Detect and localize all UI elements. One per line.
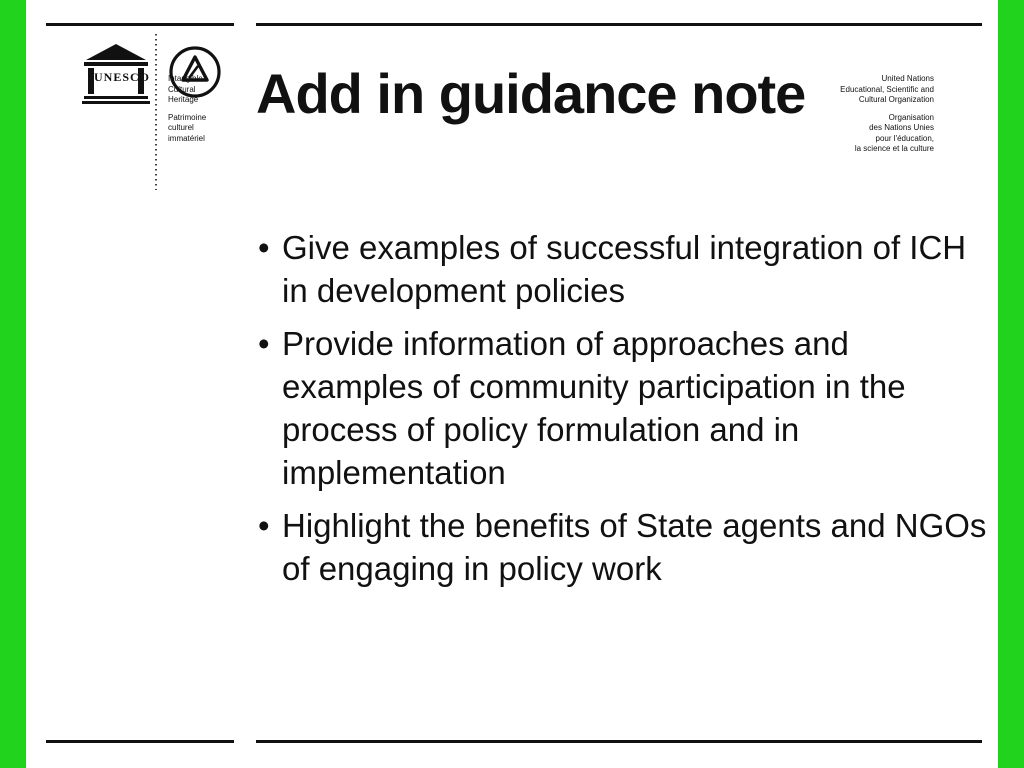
- bullet-item: [258, 226, 988, 312]
- ich-line: immatériel: [168, 133, 205, 143]
- logo-dotted-separator: [154, 34, 158, 190]
- left-green-border: [0, 0, 26, 768]
- right-green-border: [998, 0, 1024, 768]
- unesco-line: Educational, Scientific and: [840, 84, 934, 94]
- ich-line: Patrimoine: [168, 112, 207, 122]
- ich-line: culturel: [168, 123, 194, 132]
- unesco-line: la science et la culture: [854, 144, 934, 153]
- bullet-dot: •: [258, 229, 270, 266]
- ich-line: Intangible: [168, 74, 203, 83]
- ich-line: Cultural: [168, 84, 196, 94]
- bottom-left-rule: [46, 740, 234, 743]
- bullet-text: Give examples of successful integration of ICH in development policies: [282, 229, 967, 309]
- top-right-rule: [256, 23, 982, 26]
- bullet-list: [258, 226, 988, 600]
- spacer: [168, 106, 238, 113]
- bottom-right-rule: [256, 740, 982, 743]
- slide-title: Add in guidance note: [256, 62, 806, 125]
- ich-line: Heritage: [168, 95, 199, 104]
- bullet-item: [258, 504, 988, 590]
- bullet-text: Provide information of approaches and examples of community participation in the process of policy formulation and in implementation: [282, 325, 906, 491]
- bullet-text: Highlight the benefits of State agents and NGOs of engaging in policy work: [282, 507, 987, 587]
- bullet-dot: •: [258, 325, 270, 362]
- unesco-wordmark-text: UNESCO: [94, 70, 151, 84]
- unesco-line: Cultural Organization: [858, 95, 934, 104]
- bullet-item: [258, 322, 988, 494]
- unesco-line: Organisation: [888, 112, 934, 122]
- top-left-rule: [46, 23, 234, 26]
- spacer: [816, 106, 934, 113]
- bullet-dot: •: [258, 507, 270, 544]
- ich-heritage-text: [168, 74, 238, 144]
- unesco-line: des Nations Unies: [869, 123, 934, 132]
- unesco-wordmark: [94, 70, 151, 85]
- unesco-organization-text: [816, 74, 934, 155]
- unesco-line: pour l'éducation,: [875, 133, 934, 143]
- unesco-line: United Nations: [881, 74, 934, 83]
